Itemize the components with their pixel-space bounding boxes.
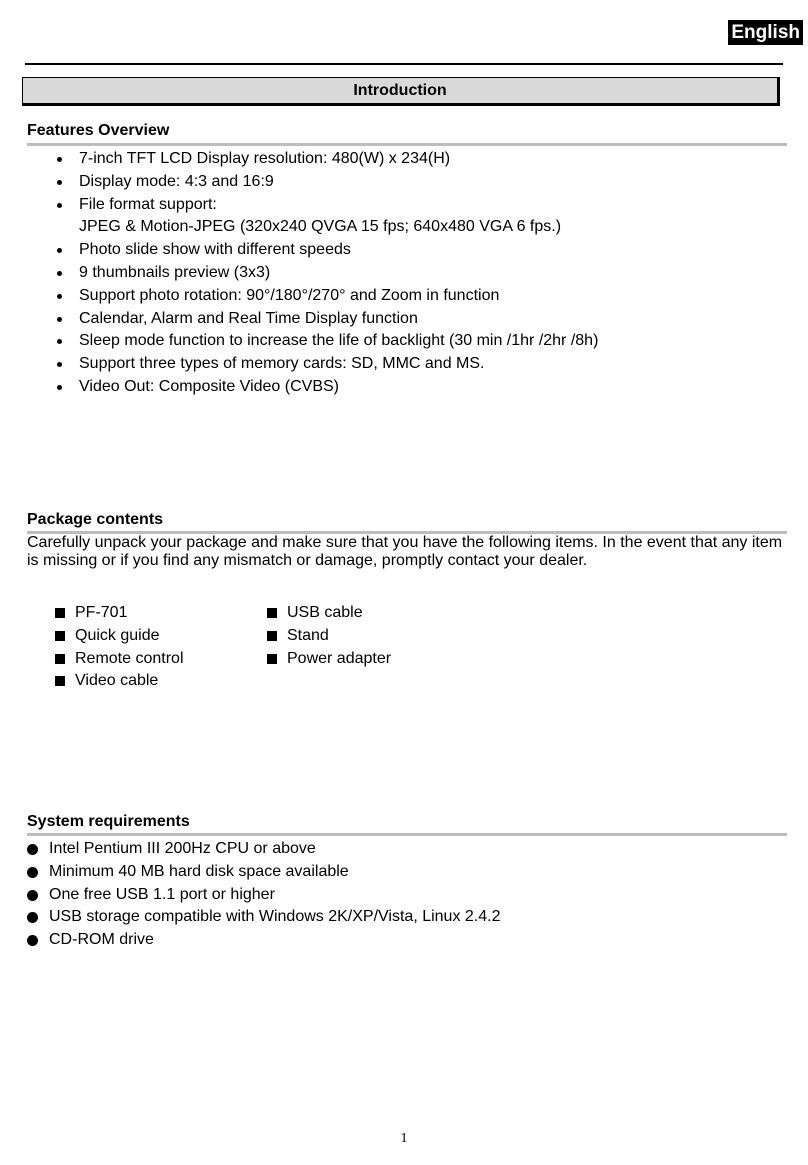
list-item: Support three types of memory cards: SD, MMC and MS.: [79, 353, 598, 376]
list-item: Display mode: 4:3 and 16:9: [79, 171, 598, 194]
list-item: Video cable: [75, 670, 184, 693]
package-description: Carefully unpack your package and make sure that you have the following items. In the event that any item is missing or if you find any mismatch or damage, promptly contact your dealer.: [27, 534, 783, 569]
list-item: Minimum 40 MB hard disk space available: [49, 861, 500, 884]
list-item: Photo slide show with different speeds: [79, 239, 598, 262]
package-title: Package contents: [27, 511, 164, 528]
list-item: Calendar, Alarm and Real Time Display function: [79, 308, 598, 331]
list-item: Support photo rotation: 90°/180°/270° and Zoom in function: [79, 285, 598, 308]
list-item: CD-ROM drive: [49, 929, 500, 952]
list-item: Sleep mode function to increase the life of backlight (30 min /1hr /2hr /8h): [79, 330, 598, 353]
features-list: [79, 148, 598, 399]
list-item: Quick guide: [75, 625, 184, 648]
list-item: File format support:: [79, 194, 598, 217]
list-item: USB cable: [287, 602, 391, 625]
list-item: PF-701: [75, 602, 184, 625]
list-item: One free USB 1.1 port or higher: [49, 884, 500, 907]
list-item-continuation: JPEG & Motion-JPEG (320x240 QVGA 15 fps; 640x480 VGA 6 fps.): [79, 218, 562, 236]
features-title: Features Overview: [27, 122, 170, 139]
list-item: 9 thumbnails preview (3x3): [79, 262, 598, 285]
list-item: Intel Pentium III 200Hz CPU or above: [49, 838, 500, 861]
system-title: System requirements: [27, 813, 190, 830]
header-rule: [25, 63, 783, 65]
package-list-right: [287, 602, 391, 670]
list-item: Video Out: Composite Video (CVBS): [79, 376, 598, 399]
features-rule: [27, 143, 787, 146]
list-item: Stand: [287, 625, 391, 648]
language-label: English: [728, 20, 803, 45]
system-list: [49, 838, 500, 952]
list-item: USB storage compatible with Windows 2K/XP/Vista, Linux 2.4.2: [49, 906, 500, 929]
system-rule: [27, 833, 787, 836]
list-item: Remote control: [75, 648, 184, 671]
page-number: 1: [400, 1131, 408, 1146]
package-list-left: [75, 602, 184, 693]
list-item: 7-inch TFT LCD Display resolution: 480(W) x 234(H): [79, 148, 598, 171]
list-item: Power adapter: [287, 648, 391, 671]
intro-title-bar: Introduction: [22, 77, 780, 106]
